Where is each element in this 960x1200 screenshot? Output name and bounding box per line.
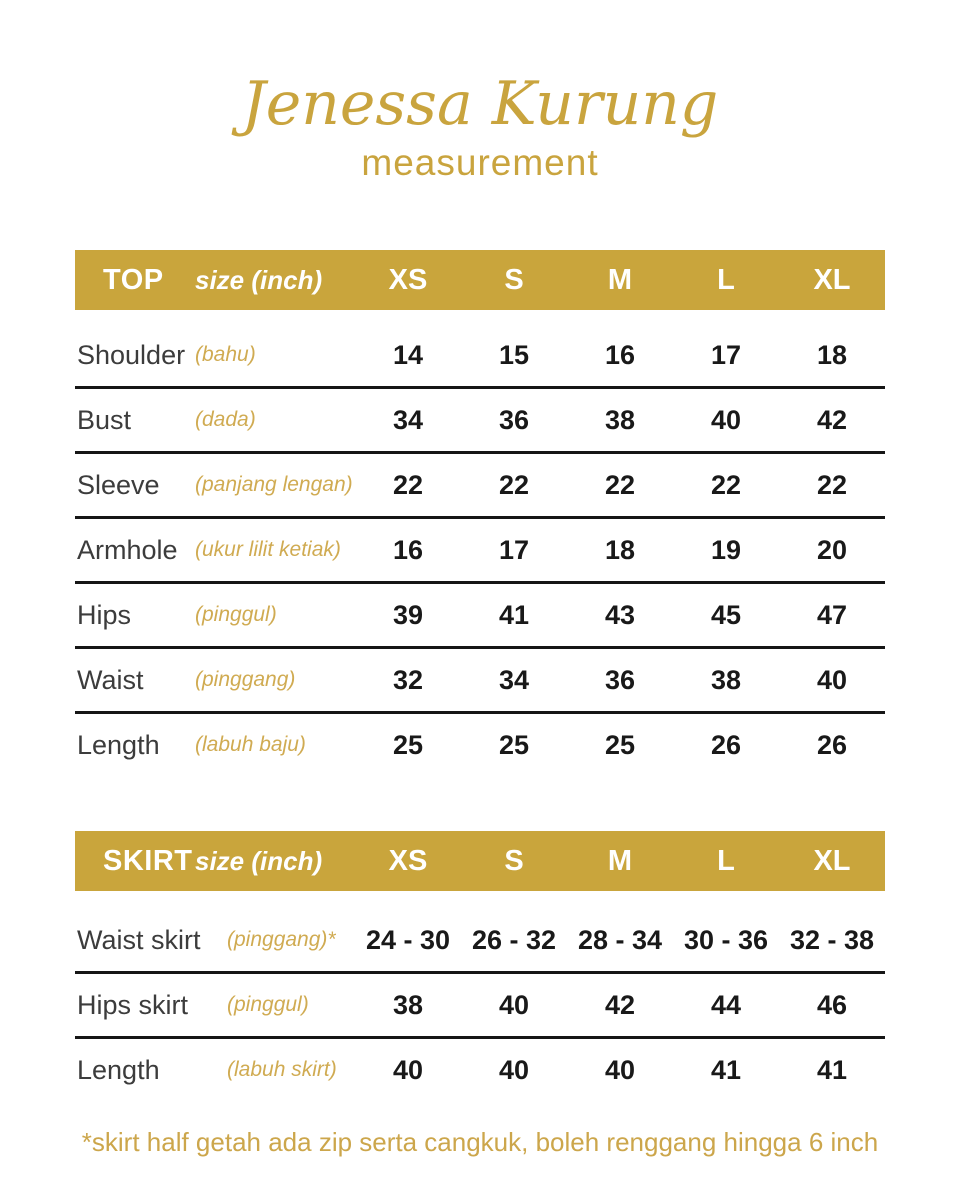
table-row-length [75, 714, 885, 776]
cell-value: 25 [498, 729, 530, 760]
cell-value: 46 [816, 989, 848, 1020]
cell-value: 16 [392, 534, 424, 565]
row-label: Length [77, 729, 160, 760]
cell-value: 19 [710, 534, 742, 565]
cell-value: 40 [392, 1054, 424, 1085]
cell-value: 45 [710, 599, 742, 630]
cell-value: 22 [392, 469, 424, 500]
table-row-hips [75, 584, 885, 649]
table-row-sleeve [75, 454, 885, 519]
page-header [0, 0, 960, 184]
skirt-table-header [75, 831, 885, 891]
row-translation: (panjang lengan) [195, 473, 353, 496]
cell-value: 17 [498, 534, 530, 565]
cell-value: 18 [604, 534, 636, 565]
row-label: Armhole [77, 534, 178, 565]
cell-value: 36 [604, 664, 636, 695]
table-row-waist [75, 649, 885, 714]
row-translation: (pinggang)* [227, 928, 336, 951]
column-header-xs: XS [388, 844, 428, 877]
cell-value: 16 [604, 339, 636, 370]
cell-value: 26 [710, 729, 742, 760]
cell-value: 14 [392, 339, 424, 370]
row-label: Hips [77, 599, 132, 630]
column-header-s: S [504, 263, 524, 296]
table-row-shoulder [75, 324, 885, 389]
cell-value: 40 [710, 404, 742, 435]
cell-value: 15 [498, 339, 530, 370]
row-label: Waist skirt [77, 924, 201, 955]
row-label: Length [77, 1054, 160, 1085]
table-row-armhole [75, 519, 885, 584]
row-label: Shoulder [77, 339, 186, 370]
cell-value: 32 [392, 664, 424, 695]
cell-value: 17 [710, 339, 742, 370]
cell-value: 40 [498, 989, 530, 1020]
skirt-table-title: SKIRT [103, 844, 193, 877]
cell-value: 38 [392, 989, 424, 1020]
table-row-hips-skirt [75, 974, 885, 1039]
size-unit-label: size (inch) [195, 845, 323, 876]
cell-value: 24 - 30 [365, 924, 451, 955]
cell-value: 20 [816, 534, 848, 565]
row-label: Bust [77, 404, 132, 435]
cell-value: 25 [604, 729, 636, 760]
cell-value: 39 [392, 599, 424, 630]
column-header-l: L [717, 844, 735, 877]
cell-value: 22 [498, 469, 530, 500]
cell-value: 26 - 32 [471, 924, 557, 955]
row-label: Waist [77, 664, 144, 695]
column-header-m: M [607, 263, 633, 296]
skirt-table-body [75, 891, 885, 1101]
row-translation: (bahu) [195, 343, 256, 366]
cell-value: 43 [604, 599, 636, 630]
cell-value: 25 [392, 729, 424, 760]
cell-value: 34 [498, 664, 530, 695]
column-header-xl: XL [813, 263, 851, 296]
skirt-measurement-table [75, 831, 885, 1101]
row-translation: (pinggul) [195, 603, 277, 626]
cell-value: 38 [604, 404, 636, 435]
cell-value: 30 - 36 [683, 924, 769, 955]
column-header-m: M [607, 844, 633, 877]
row-translation: (labuh baju) [195, 733, 306, 756]
row-label: Hips skirt [77, 989, 189, 1020]
skirt-footnote: *skirt half getah ada zip serta cangkuk, boleh renggang hingga 6 inch [81, 1127, 879, 1157]
cell-value: 40 [816, 664, 848, 695]
cell-value: 47 [816, 599, 848, 630]
column-header-xl: XL [813, 844, 851, 877]
cell-value: 22 [710, 469, 742, 500]
brand-subtitle: measurement [361, 142, 599, 183]
cell-value: 42 [604, 989, 636, 1020]
cell-value: 36 [498, 404, 530, 435]
cell-value: 18 [816, 339, 848, 370]
row-translation: (pinggul) [227, 993, 309, 1016]
cell-value: 22 [604, 469, 636, 500]
column-header-s: S [504, 844, 524, 877]
column-header-l: L [717, 263, 735, 296]
cell-value: 41 [498, 599, 530, 630]
cell-value: 44 [710, 989, 742, 1020]
top-measurement-table [75, 250, 885, 776]
cell-value: 40 [498, 1054, 530, 1085]
size-unit-label: size (inch) [195, 264, 323, 295]
row-translation: (ukur lilit ketiak) [195, 538, 341, 561]
cell-value: 34 [392, 404, 424, 435]
cell-value: 41 [710, 1054, 742, 1085]
cell-value: 40 [604, 1054, 636, 1085]
cell-value: 22 [816, 469, 848, 500]
row-translation: (dada) [195, 408, 256, 431]
table-row-bust [75, 389, 885, 454]
table-row-waist-skirt [75, 909, 885, 974]
row-translation: (pinggang) [195, 668, 296, 691]
top-table-body [75, 310, 885, 776]
cell-value: 38 [710, 664, 742, 695]
top-table-title: TOP [103, 263, 164, 296]
cell-value: 26 [816, 729, 848, 760]
column-header-xs: XS [388, 263, 428, 296]
row-translation: (labuh skirt) [227, 1058, 337, 1081]
cell-value: 42 [816, 404, 848, 435]
top-table-header [75, 250, 885, 310]
table-row-length-skirt [75, 1039, 885, 1101]
cell-value: 32 - 38 [789, 924, 875, 955]
cell-value: 41 [816, 1054, 848, 1085]
row-label: Sleeve [77, 469, 160, 500]
cell-value: 28 - 34 [577, 924, 663, 955]
brand-title: Jenessa Kurung [241, 69, 719, 139]
